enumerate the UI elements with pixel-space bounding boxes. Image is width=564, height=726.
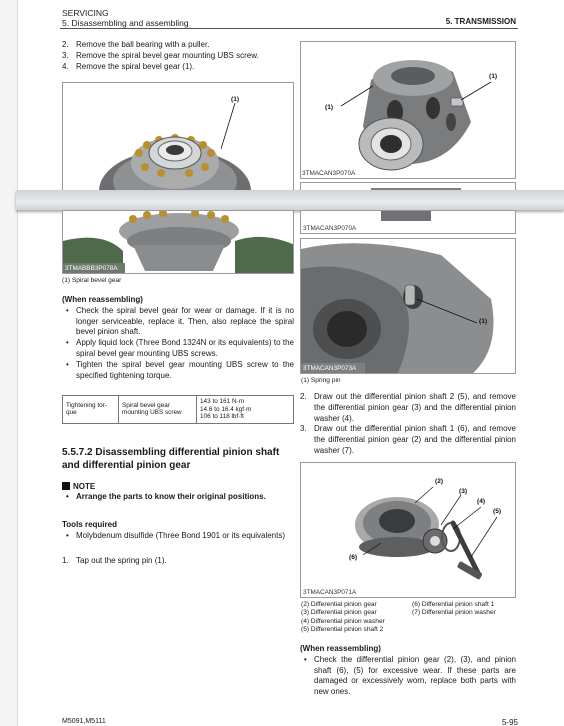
note-square-icon xyxy=(62,482,70,490)
reassembly-block-1 xyxy=(62,295,294,381)
torque-table xyxy=(62,395,294,424)
figure-spring-pin xyxy=(300,238,516,374)
step-item: 2. Remove the ball bearing with a puller. xyxy=(62,40,210,49)
list-item: • Molybdenum disulfide (Three Bond 1901 or its equivalents) xyxy=(62,531,294,542)
callout-1a: (1) xyxy=(325,104,334,111)
tools-block xyxy=(62,520,294,542)
footer-model: M5091,M5111 xyxy=(62,718,106,725)
callout-1: (1) xyxy=(479,318,488,325)
reassembly-block-2 xyxy=(300,644,516,698)
spring-pin-photo xyxy=(301,239,516,374)
steps-left xyxy=(62,556,294,567)
callout-1b: (1) xyxy=(489,73,498,80)
figure-differential-case xyxy=(300,41,516,179)
parts-legend-right: (6) Differential pinion shaft 1 (7) Differential pinion washer xyxy=(412,601,496,617)
tools-title: Tools required xyxy=(62,520,117,529)
ball-bearing-photo xyxy=(63,83,294,192)
list-item: • Check the differential pinion gear (2), (3), and pinion shaft (6), (5) for excessive wear. If these parts are damaged or excessively worn, replace both parts with new ones. xyxy=(300,655,516,698)
differential-case-photo xyxy=(301,42,516,179)
step-item: 3. Draw out the differential pinion shaft 1 (6), and remove the differential pinion gear (2) and the differential pinion washer (7). xyxy=(300,424,516,455)
list-item: • Arrange the parts to know their original positions. xyxy=(62,492,294,503)
figure-caption: (1) Spring pin xyxy=(301,377,341,384)
torque-label: Tightening tor- que xyxy=(63,396,119,424)
figure-code: 3TMACAN3P071A xyxy=(303,589,357,596)
callout-5: (5) xyxy=(493,508,502,515)
parts-legend-left: (2) Differential pinion gear (3) Differential pinion gear (4) Differential pinion washer (5) Differential pinion shaft 2 xyxy=(301,601,385,634)
note-heading: NOTE xyxy=(62,482,95,491)
header-section: SERVICING 5. Disassembling and assembling xyxy=(62,8,189,28)
reassembly-title: (When reassembling) xyxy=(62,295,143,304)
callout-4: (4) xyxy=(477,498,486,505)
list-item: • Apply liquid lock (Three Bond 1324N or its equivalents) to the spiral bevel gear mounting UBS screws. xyxy=(62,338,294,360)
steps-right xyxy=(300,392,516,457)
header-rule xyxy=(60,28,518,29)
figure-code: 3TMABBB3P078A xyxy=(65,265,118,272)
steps-top xyxy=(62,40,298,72)
footer-page: 5-95 xyxy=(501,718,518,726)
note-list xyxy=(62,492,294,503)
torque-values: 143 to 161 N·m 14.6 to 16.4 kgf·m 106 to 118 lbf·ft xyxy=(197,396,294,424)
figure-spiral-bevel-gear xyxy=(62,210,294,274)
step-item: 1. Tap out the spring pin (1). xyxy=(62,556,167,565)
torque-item: Spiral bevel gear mounting UBS screw xyxy=(119,396,197,424)
figure-caption: (1) Spiral bevel gear xyxy=(62,277,122,284)
callout-2: (2) xyxy=(435,478,444,485)
header-chapter: 5. TRANSMISSION xyxy=(445,17,516,26)
step-item: 3. Remove the spiral bevel gear mounting UBS screw. xyxy=(62,50,259,60)
callout-6: (6) xyxy=(349,554,358,561)
figure-code: 3TMACAN3P070A xyxy=(302,170,356,177)
figure-differential-bottom: 3TMACAN3P070A xyxy=(300,210,516,234)
figure-differential-parts xyxy=(300,462,516,598)
list-item: • Check the spiral bevel gear for wear or damage. If it is no longer serviceable, replace it. Then, also replace the spiral bevel pinion shaft. xyxy=(62,306,294,338)
step-item: 4. Remove the spiral bevel gear (1). xyxy=(62,61,195,71)
section-title: 5.5.7.2 Disassembling differential pinion shaft and differential pinion gear xyxy=(62,447,280,471)
page-stack-edge xyxy=(0,0,18,726)
callout-3: (3) xyxy=(459,488,468,495)
figure-ball-bearing xyxy=(62,82,294,192)
list-item: • Tighten the spiral bevel gear mounting UBS screw to the specified tightening torque. xyxy=(62,360,294,382)
page-overlap-band xyxy=(16,190,564,210)
differential-parts-photo xyxy=(301,463,516,598)
figure-code: 3TMACAN3P073A xyxy=(303,365,357,372)
callout-1: (1) xyxy=(231,96,240,103)
reassembly-title: (When reassembling) xyxy=(300,644,381,653)
step-item: 2. Draw out the differential pinion shaft 2 (5), and remove the differential pinion gear (3) and the differential pinion washer (4). xyxy=(300,392,516,423)
